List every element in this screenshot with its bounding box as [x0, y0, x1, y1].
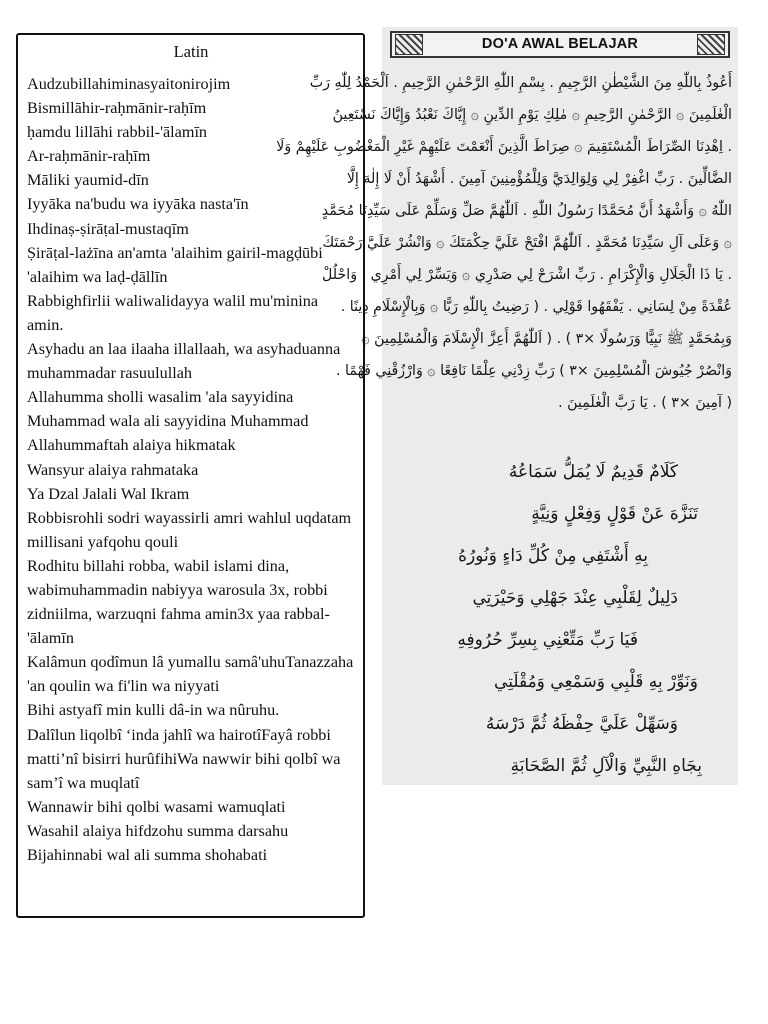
poem-line: بِهِ أَشْتَفِي مِنْ كُلِّ دَاءٍ وَنُورُهُ	[458, 546, 648, 566]
latin-line: Rabbighfirlii waliwalidayya walil mu'minina amin.	[27, 291, 319, 334]
latin-transliteration-box	[16, 33, 365, 918]
arabic-prayer-text	[276, 67, 732, 419]
arabic-line: الْعٰلَمِينَ ۞ الرَّحْمٰنِ الرَّحِيمِ ۞ مٰلِكِ يَوْمِ الدِّينِ ۞ إِيَّاكَ نَعْبُدُ وَإِيَّاكَ نَسْتَعِينُ	[332, 107, 732, 123]
arabic-line: اللّٰهُ ۞ وَأَشْهَدُ أَنَّ مُحَمَّدًا رَسُولُ اللّٰهِ . اَللّٰهُمَّ صَلِّ وَسَلِّمْ عَلَى سَيِّدِنَا مُحَمَّدٍ	[321, 203, 732, 219]
latin-line: Rodhitu billahi robba, wabil islami dina, wabimuhammadin nabiyya warosula 3x, robbi zidniilma, warzuqni fahma amin3x yaa rabbal-'ālamīn	[27, 556, 330, 648]
poem-line: كَلَامٌ قَدِيمٌ لَا يُمَلُّ سَمَاعُهُ	[508, 462, 678, 482]
latin-line: Robbisrohli sodri wayassirli amri wahlul uqdatam millisani yafqohu qouli	[27, 508, 352, 551]
banner-title: DO'A AWAL BELAJAR	[481, 36, 639, 52]
arabic-line: وَانْصُرْ جُيُوشَ الْمُسْلِمِينَ ×٣ ) رَبِّ زِدْنِي عِلْمًا نَافِعًا ۞ وَارْزُقْنِي فَهْمًا .	[336, 363, 732, 379]
latin-line: Asyhadu an laa ilaaha illallaah, wa asyhaduanna muhammadar rasuulullah	[27, 340, 341, 383]
title-banner	[390, 31, 730, 58]
arabic-line: . اِهْدِنَا الصِّرَاطَ الْمُسْتَقِيمَ ۞ صِرَاطَ الَّذِينَ أَنْعَمْتَ عَلَيْهِمْ غَيْرِ الْمَغْضُوبِ عَلَيْهِمْ وَلَا	[276, 139, 732, 155]
latin-line: Bijahinnabi wal ali summa shohabati	[27, 846, 268, 864]
arabic-line: ( آمِينَ ×٣ ) . يَا رَبَّ الْعٰلَمِينَ .	[558, 395, 732, 411]
arabic-line: أَعُوذُ بِاللّٰهِ مِنَ الشَّيْطٰنِ الرَّجِيمِ . بِسْمِ اللّٰهِ الرَّحْمٰنِ الرَّحِيمِ . اَلْحَمْدُ لِلّٰهِ رَبِّ	[309, 75, 732, 91]
latin-line: Ṣirāṭal-lażīna an'amta 'alaihim gairil-magḍūbi 'alaihim wa laḍ-ḍāllīn	[27, 243, 323, 286]
arabic-line: عُقْدَةً مِنْ لِسَانِي . يَفْقَهُوا قَوْلِي . ( رَضِيتُ بِاللّٰهِ رَبًّا ۞ وَبِالْإِسْلَامِ دِينًا .	[340, 299, 732, 315]
latin-line: Māliki yaumid-dīn	[27, 171, 149, 190]
latin-line: Bihi astyafî min kulli dâ-in wa nûruhu.	[27, 701, 280, 720]
ornament-icon	[697, 34, 725, 55]
latin-line: Dalîlun liqolbî ‘inda jahlî wa hairotîFayâ robbi matti’nî bisirri hurûfihiWa nawwir bihi qolbî wa sam’î wa muqlatî	[27, 725, 341, 792]
poem-line: فَيَا رَبِّ مَتِّعْنِي بِسِرِّ حُرُوفِهِ	[457, 630, 638, 650]
latin-line: Ihdinaṣ-ṣirāṭal-mustaqīm	[27, 219, 189, 238]
latin-line: Ar-raḥmānir-raḥīm	[27, 147, 151, 166]
latin-line: Wannawir bihi qolbi wasami wamuqlati	[27, 797, 286, 816]
latin-line: Allahumma sholli wasalim 'ala sayyidina Muhammad wala ali sayyidina Muhammad	[27, 388, 309, 431]
latin-line: Kalâmun qodîmun lâ yumallu samâ'uhuTanazzaha 'an qoulin wa fi'lin wa niyyati	[27, 653, 354, 696]
arabic-line: الضَّالِّينَ . رَبِّ اغْفِرْ لِي وَلِوَالِدَيَّ وَلِلْمُؤْمِنِينَ آمِينَ . أَشْهَدُ أَنْ لَا إِلٰهَ إِلَّا	[346, 171, 732, 187]
arabic-scan-image	[276, 27, 738, 785]
arabic-line: ۞ وَعَلَى آلِ سَيِّدِنَا مُحَمَّدٍ . اَللّٰهُمَّ افْتَحْ عَلَيَّ حِكْمَتَكَ ۞ وَانْشُرْ عَلَيَّ رَحْمَتَكَ	[322, 235, 732, 251]
latin-line: Wasahil alaiya hifdzohu summa darsahu	[27, 821, 289, 840]
poem-line: بِجَاهِ النَّبِيِّ وَالْآلِ ثُمَّ الصَّحَابَةِ	[510, 756, 702, 776]
latin-line: Allahummaftah alaiya hikmatak	[27, 436, 236, 455]
latin-line: Wansyur alaiya rahmataka	[27, 460, 199, 479]
latin-lines	[27, 72, 355, 867]
poem-line: تَنَزَّهَ عَنْ قَوْلٍ وَفِعْلٍ وَنِيَّةٍ	[531, 504, 698, 524]
latin-line: ḥamdu lillāhi rabbil-'ālamīn	[27, 123, 208, 142]
latin-box-title: Latin	[173, 42, 209, 61]
poem-line: دَلِيلٌ لِقَلْبِي عِنْدَ جَهْلِي وَحَيْرَتِي	[472, 588, 678, 608]
latin-line: Iyyāka na'budu wa iyyāka nasta'īn	[27, 195, 249, 214]
arabic-line: وَبِمُحَمَّدٍ ﷺ نَبِيًّا وَرَسُولًا ×٣ ) . ( اَللّٰهُمَّ أَعِزَّ الْإِسْلَامَ وَالْمُسْلِمِينَ ۞	[361, 331, 732, 347]
latin-line: Audzubillahiminasyaitonirojim	[27, 75, 231, 93]
latin-line: Ya Dzal Jalali Wal Ikram	[27, 484, 190, 503]
arabic-line: . يَا ذَا الْجَلَالِ وَالْإِكْرَامِ . رَبِّ اشْرَحْ لِي صَدْرِي ۞ وَيَسِّرْ لِي أَمْرِي . وَاحْلُلْ	[322, 267, 732, 283]
latin-line: Bismillāhir-raḥmānir-raḥīm	[27, 99, 207, 118]
poem-line: وَنَوِّرْ بِهِ قَلْبِي وَسَمْعِي وَمُقْلَتِي	[494, 672, 698, 692]
poem-line: وَسَهِّلْ عَلَيَّ حِفْظَهُ ثُمَّ دَرْسَهُ	[485, 714, 678, 734]
